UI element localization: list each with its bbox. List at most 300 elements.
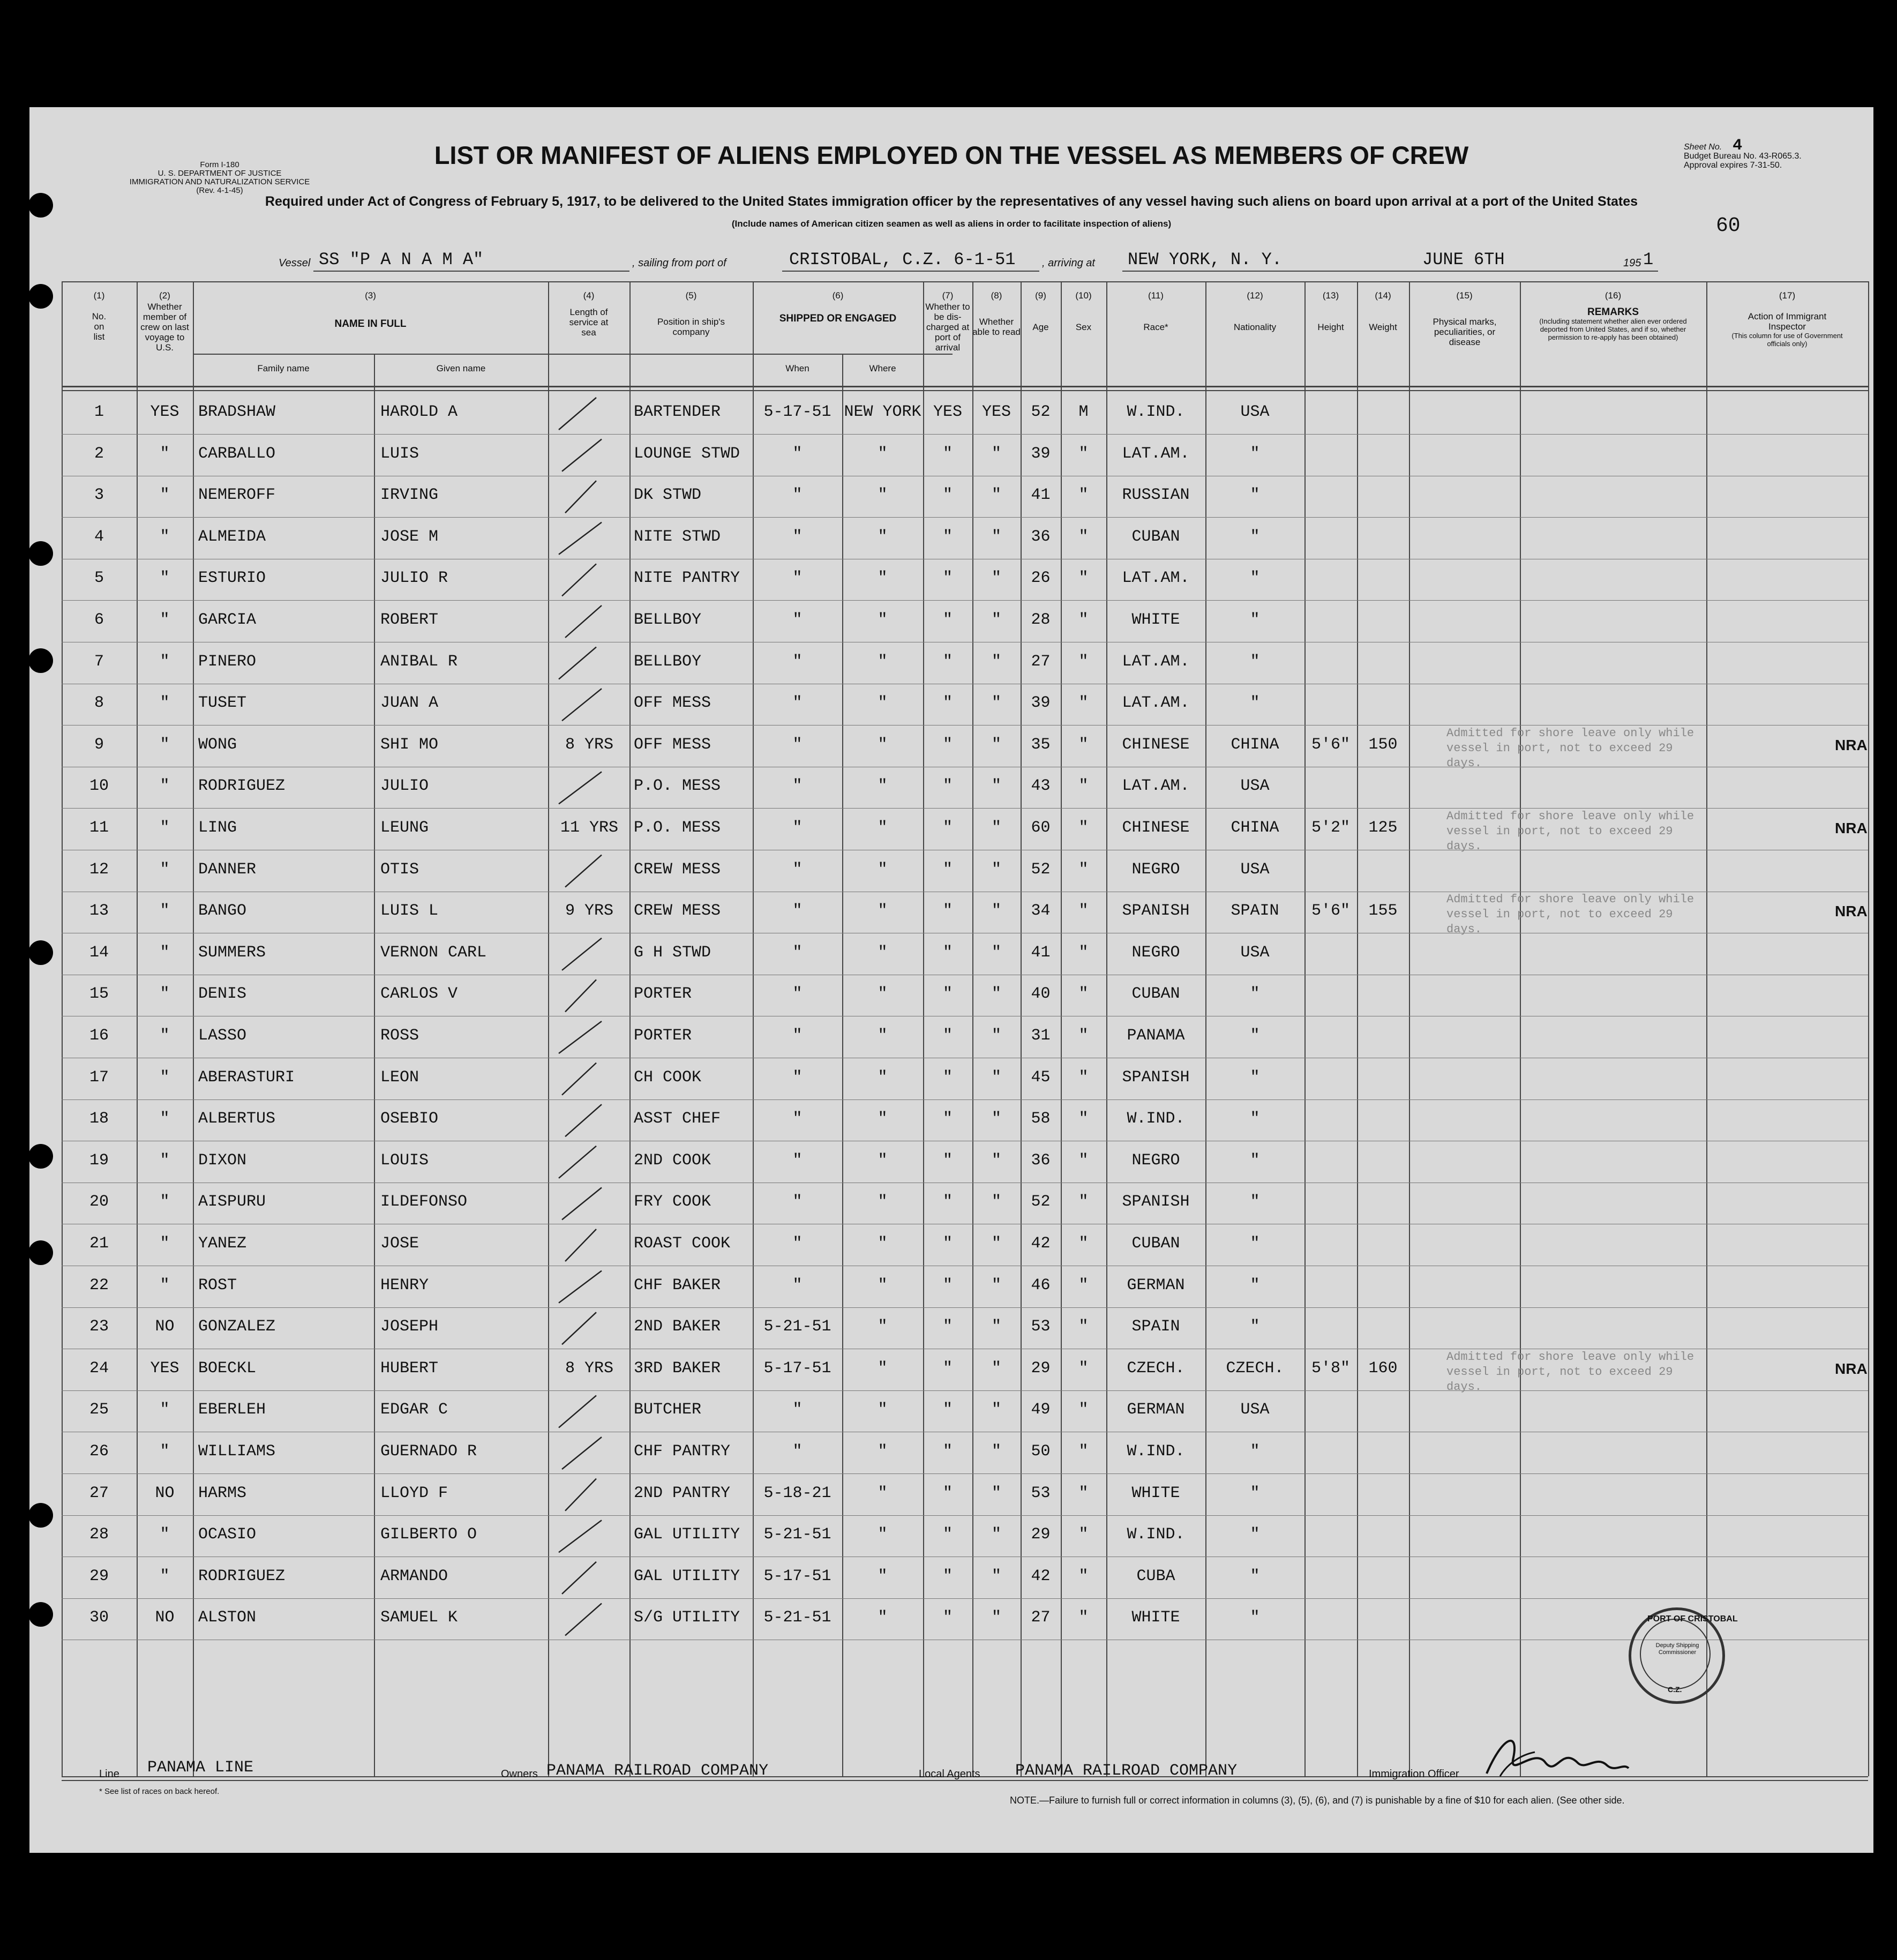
race: W.IND.	[1127, 1525, 1185, 1544]
col-5-number: (5)	[685, 290, 697, 301]
crew-member-status: "	[160, 735, 170, 754]
given-name: JULIO R	[380, 569, 448, 588]
shipped-when: "	[792, 985, 803, 1004]
crew-member-status: NO	[155, 1318, 175, 1336]
position: CREW MESS	[634, 902, 721, 921]
vessel-name: SS "P A N A M A"	[319, 250, 484, 270]
col-12-number: (12)	[1247, 290, 1263, 301]
height: 5'6"	[1311, 735, 1350, 754]
row-number: 25	[89, 1401, 109, 1419]
sex: "	[1078, 902, 1089, 921]
shipped-where: "	[878, 1359, 888, 1378]
age: 27	[1031, 652, 1051, 671]
discharged: "	[942, 569, 953, 588]
race: WHITE	[1131, 611, 1180, 629]
family-name: RODRIGUEZ	[198, 777, 286, 796]
position: P.O. MESS	[634, 777, 721, 796]
family-name: BANGO	[198, 902, 247, 921]
race: CHINESE	[1122, 735, 1190, 754]
able-to-read: "	[991, 444, 1001, 463]
shipped-when: "	[792, 1276, 803, 1295]
crew-member-status: "	[160, 1110, 170, 1128]
given-name: LEUNG	[380, 819, 429, 837]
able-to-read: "	[991, 777, 1001, 796]
row-number: 27	[89, 1484, 109, 1502]
column-divider	[1304, 281, 1306, 1776]
row-number: 1	[94, 403, 104, 421]
shipped-where: "	[878, 694, 888, 713]
discharged: "	[942, 1359, 953, 1378]
col-11-header	[1106, 290, 1205, 332]
shipped-when: "	[792, 611, 803, 629]
crew-member-status: "	[160, 1151, 170, 1170]
family-name: ALMEIDA	[198, 527, 266, 546]
race: GERMAN	[1127, 1276, 1185, 1295]
able-to-read: "	[991, 1484, 1001, 1502]
shipped-where: "	[878, 569, 888, 588]
nationality: "	[1250, 1276, 1260, 1295]
given-name: EDGAR C	[380, 1401, 448, 1419]
nationality: "	[1250, 444, 1260, 463]
sex: "	[1078, 860, 1089, 879]
col-10-number: (10)	[1075, 290, 1092, 301]
weight: 160	[1368, 1359, 1398, 1378]
row-number: 8	[94, 694, 104, 713]
given-name: JULIO	[380, 777, 429, 796]
shipped-when: 5-21-51	[763, 1525, 831, 1544]
position: GAL UTILITY	[634, 1525, 740, 1544]
family-name: ABERASTURI	[198, 1068, 295, 1087]
position: PORTER	[634, 1027, 692, 1045]
shipped-when: "	[792, 444, 803, 463]
race: LAT.AM.	[1122, 777, 1190, 796]
form-number: Form I-180	[200, 160, 239, 169]
race: LAT.AM.	[1122, 569, 1190, 588]
row-number: 11	[89, 819, 109, 837]
position: BARTENDER	[634, 403, 721, 421]
row-rule	[62, 1598, 1868, 1599]
nationality: USA	[1240, 777, 1270, 796]
row-rule	[62, 434, 1868, 435]
col-12-label: Nationality	[1233, 322, 1277, 332]
family-name: OCASIO	[198, 1525, 257, 1544]
remark-text: Admitted for shore leave only while vessel in port, not to exceed 29 days.	[1446, 726, 1694, 770]
shipped-when: 5-17-51	[763, 403, 831, 421]
shipped-when: "	[792, 1442, 803, 1461]
shipped-where: NEW YORK	[844, 403, 921, 421]
col-4-number: (4)	[583, 290, 595, 301]
family-name: LING	[198, 819, 237, 837]
row-number: 12	[89, 860, 109, 879]
shipped-when: 5-18-21	[763, 1484, 831, 1502]
nationality: "	[1250, 1068, 1260, 1087]
position: ROAST COOK	[634, 1235, 731, 1253]
col-14-header	[1357, 290, 1409, 332]
column-divider	[193, 281, 194, 1776]
able-to-read: "	[991, 1442, 1001, 1461]
age: 27	[1031, 1609, 1051, 1627]
sex: "	[1078, 819, 1089, 837]
column-divider	[374, 354, 375, 1776]
shipped-where: "	[878, 1401, 888, 1419]
shipped-when: "	[792, 777, 803, 796]
slash-marks	[559, 398, 602, 1635]
race: CUBAN	[1131, 985, 1180, 1004]
col-8-label: Whether able to read	[972, 317, 1021, 337]
row-number: 23	[89, 1318, 109, 1336]
nationality: "	[1250, 1110, 1260, 1128]
stamp-middle: Deputy Shipping Commissioner	[1655, 1642, 1699, 1656]
age: 52	[1031, 403, 1051, 421]
given-name: HENRY	[380, 1276, 429, 1295]
age: 42	[1031, 1235, 1051, 1253]
age: 42	[1031, 1567, 1051, 1585]
sex: "	[1078, 1193, 1089, 1211]
shipped-where: "	[878, 1151, 888, 1170]
crew-member-status: NO	[155, 1484, 175, 1502]
given-name: JUAN A	[380, 694, 439, 713]
able-to-read: "	[991, 1359, 1001, 1378]
row-number: 17	[89, 1068, 109, 1087]
discharged: "	[942, 486, 953, 505]
shipped-where: "	[878, 1525, 888, 1544]
given-name: JOSE M	[380, 527, 439, 546]
shipped-when: "	[792, 1027, 803, 1045]
able-to-read: "	[991, 1235, 1001, 1253]
shipped-where: "	[878, 486, 888, 505]
sex: "	[1078, 1276, 1089, 1295]
position: CREW MESS	[634, 860, 721, 879]
able-to-read: "	[991, 1068, 1001, 1087]
form-rev: (Rev. 4-1-45)	[196, 186, 243, 195]
column-divider	[1520, 281, 1521, 1776]
shipped-when: "	[792, 860, 803, 879]
family-name: WONG	[198, 735, 237, 754]
shipped-where: "	[878, 1609, 888, 1627]
crew-member-status: "	[160, 694, 170, 713]
family-name: NEMEROFF	[198, 486, 276, 505]
position: CHF PANTRY	[634, 1442, 731, 1461]
sex: "	[1078, 694, 1089, 713]
able-to-read: "	[991, 569, 1001, 588]
sex: "	[1078, 1442, 1089, 1461]
punch-hole	[28, 648, 53, 673]
race: SPANISH	[1122, 1193, 1190, 1211]
given-name: LUIS L	[380, 902, 439, 921]
races-note: * See list of races on back hereof.	[99, 1787, 220, 1796]
col-15-number: (15)	[1456, 290, 1473, 301]
sex: "	[1078, 1068, 1089, 1087]
age: 36	[1031, 527, 1051, 546]
col-1-number: (1)	[93, 290, 105, 301]
given-name: ROBERT	[380, 611, 439, 629]
family-name: BRADSHAW	[198, 403, 276, 421]
remark-text: Admitted for shore leave only while vessel in port, not to exceed 29 days.	[1446, 810, 1694, 853]
col-10-label: Sex	[1075, 322, 1092, 332]
age: 53	[1031, 1484, 1051, 1502]
able-to-read: "	[991, 1276, 1001, 1295]
discharged: "	[942, 1110, 953, 1128]
row-rule	[62, 1515, 1868, 1516]
discharged: "	[942, 902, 953, 921]
given-name: ANIBAL R	[380, 652, 458, 671]
nationality: "	[1250, 652, 1260, 671]
col-16-label: REMARKS	[1587, 306, 1639, 318]
able-to-read: "	[991, 1110, 1001, 1128]
height: 5'6"	[1311, 902, 1350, 921]
shipped-where: "	[878, 1068, 888, 1087]
family-name: GARCIA	[198, 611, 257, 629]
nationality: "	[1250, 985, 1260, 1004]
discharged: "	[942, 1525, 953, 1544]
col-16-note: (Including statement whether alien ever ordered deported from United States, and if so, whether permission to re-apply has been obtained)	[1539, 317, 1687, 341]
race: NEGRO	[1131, 1151, 1180, 1170]
nationality: "	[1250, 1609, 1260, 1627]
col-4-header	[548, 290, 629, 338]
sex: "	[1078, 1567, 1089, 1585]
shipped-where: "	[878, 652, 888, 671]
family-name: ESTURIO	[198, 569, 266, 588]
sex: "	[1078, 1609, 1089, 1627]
owners-label: Owners	[501, 1768, 538, 1780]
age: 39	[1031, 694, 1051, 713]
when-header: When	[785, 363, 809, 373]
discharged: "	[942, 1068, 953, 1087]
given-name: SHI MO	[380, 735, 439, 754]
shipped-when: "	[792, 1235, 803, 1253]
sailing-underline	[782, 271, 1039, 272]
crew-member-status: "	[160, 1442, 170, 1461]
family-name: DIXON	[198, 1151, 247, 1170]
shipped-when: "	[792, 943, 803, 962]
crew-member-status: "	[160, 1525, 170, 1544]
discharged: "	[942, 1609, 953, 1627]
column-divider	[1868, 281, 1869, 1776]
col-12-header	[1205, 290, 1304, 332]
col-7-number: (7)	[942, 290, 954, 301]
service-marks	[548, 386, 629, 1779]
row-number: 14	[89, 943, 109, 962]
family-name: PINERO	[198, 652, 257, 671]
col-5-header	[629, 290, 753, 337]
nationality: "	[1250, 569, 1260, 588]
family-name: DANNER	[198, 860, 257, 879]
given-name: HAROLD A	[380, 403, 458, 421]
crew-member-status: "	[160, 902, 170, 921]
family-name: SUMMERS	[198, 943, 266, 962]
position: 2ND COOK	[634, 1151, 711, 1170]
header-bottom-border-2	[62, 390, 1868, 391]
row-number: 9	[94, 735, 104, 754]
sex: "	[1078, 943, 1089, 962]
nationality: "	[1250, 1484, 1260, 1502]
age: 39	[1031, 444, 1051, 463]
given-name: LOUIS	[380, 1151, 429, 1170]
sex: "	[1078, 486, 1089, 505]
row-number: 5	[94, 569, 104, 588]
weight: 150	[1368, 735, 1398, 754]
race: SPANISH	[1122, 1068, 1190, 1087]
remark-text: Admitted for shore leave only while vessel in port, not to exceed 29 days.	[1446, 1350, 1694, 1394]
row-number: 6	[94, 611, 104, 629]
position: NITE STWD	[634, 527, 721, 546]
shipped-where: "	[878, 819, 888, 837]
vessel-label: Vessel	[279, 257, 311, 269]
col-2-number: (2)	[159, 290, 170, 301]
crew-member-status: YES	[150, 1359, 179, 1378]
col-17-label: Action of Immigrant Inspector	[1748, 311, 1827, 332]
position: GAL UTILITY	[634, 1567, 740, 1585]
family-name: HARMS	[198, 1484, 247, 1502]
given-name: OTIS	[380, 860, 419, 879]
weight: 155	[1368, 902, 1398, 921]
family-name: CARBALLO	[198, 444, 276, 463]
sailing-port: CRISTOBAL, C.Z. 6-1-51	[789, 250, 1016, 270]
col-7-label: Whether to be dis-charged at port of arrival	[925, 302, 970, 353]
col-17-number: (17)	[1779, 290, 1796, 301]
race: SPANISH	[1122, 902, 1190, 921]
family-name: EBERLEH	[198, 1401, 266, 1419]
discharged: "	[942, 777, 953, 796]
col-6-number: (6)	[832, 290, 844, 301]
row-number: 3	[94, 486, 104, 505]
arriving-label: , arriving at	[1042, 257, 1095, 269]
able-to-read: "	[991, 985, 1001, 1004]
crew-member-status: "	[160, 652, 170, 671]
discharged: YES	[933, 403, 962, 421]
able-to-read: "	[991, 486, 1001, 505]
shipped-where: "	[878, 611, 888, 629]
discharged: "	[942, 985, 953, 1004]
position: ASST CHEF	[634, 1110, 721, 1128]
race: CUBAN	[1131, 1235, 1180, 1253]
row-number: 24	[89, 1359, 109, 1378]
nationality: "	[1250, 527, 1260, 546]
given-name: JOSEPH	[380, 1318, 439, 1336]
crew-member-status: "	[160, 1235, 170, 1253]
page-number: 60	[1716, 214, 1741, 237]
crew-member-status: "	[160, 611, 170, 629]
age: 58	[1031, 1110, 1051, 1128]
row-number: 2	[94, 444, 104, 463]
include-note: (Include names of American citizen seamen as well as aliens in order to facilitate inspection of aliens)	[731, 219, 1172, 229]
col-6-header	[753, 290, 923, 324]
arrival-date: JUNE 6TH	[1422, 250, 1505, 270]
shipped-where: "	[878, 777, 888, 796]
nationality: "	[1250, 1525, 1260, 1544]
family-name: ALBERTUS	[198, 1110, 276, 1128]
discharged: "	[942, 1276, 953, 1295]
col-13-header	[1304, 290, 1357, 332]
punch-hole	[28, 1144, 53, 1169]
family-name: ROST	[198, 1276, 237, 1295]
punch-hole	[28, 1602, 53, 1627]
length-of-service: 8 YRS	[565, 1359, 613, 1378]
age: 52	[1031, 860, 1051, 879]
family-name: BOECKL	[198, 1359, 257, 1378]
shipped-when: 5-17-51	[763, 1359, 831, 1378]
col-17-header	[1706, 290, 1868, 348]
nationality: "	[1250, 1151, 1260, 1170]
able-to-read: "	[991, 860, 1001, 879]
row-rule	[62, 517, 1868, 518]
nationality: USA	[1240, 860, 1270, 879]
crew-member-status: "	[160, 1068, 170, 1087]
sailing-label: , sailing from port of	[632, 257, 726, 269]
given-name-header: Given name	[436, 363, 486, 373]
length-of-service: 9 YRS	[565, 902, 613, 921]
column-divider	[842, 354, 843, 1776]
age: 29	[1031, 1359, 1051, 1378]
punch-hole	[28, 940, 53, 965]
punch-hole	[28, 541, 53, 566]
requirement-text: Required under Act of Congress of February 5, 1917, to be delivered to the United States immigration officer by the representatives of any vessel having such aliens on board upon arrival at a port of the United States	[265, 194, 1638, 209]
shipped-when: "	[792, 1151, 803, 1170]
row-rule	[62, 1473, 1868, 1474]
sex: "	[1078, 1401, 1089, 1419]
given-name: JOSE	[380, 1235, 419, 1253]
col-11-number: (11)	[1148, 290, 1164, 301]
row-rule	[62, 1307, 1868, 1308]
col-16-header	[1520, 290, 1706, 341]
age: 35	[1031, 735, 1051, 754]
family-name: DENIS	[198, 985, 247, 1004]
age: 36	[1031, 1151, 1051, 1170]
remark-text: Admitted for shore leave only while vessel in port, not to exceed 29 days.	[1446, 893, 1694, 937]
shipped-when: "	[792, 735, 803, 754]
position: NITE PANTRY	[634, 569, 740, 588]
crew-member-status: "	[160, 985, 170, 1004]
row-number: 28	[89, 1525, 109, 1544]
crew-member-status: "	[160, 1193, 170, 1211]
manifest-sheet	[29, 107, 1873, 1853]
owners-value: PANAMA RAILROAD COMPANY	[546, 1762, 769, 1780]
race: GERMAN	[1127, 1401, 1185, 1419]
age: 41	[1031, 486, 1051, 505]
col-9-header	[1021, 290, 1061, 332]
col-10-header	[1061, 290, 1106, 332]
header-bottom-border	[62, 386, 1868, 387]
nationality: USA	[1240, 1401, 1270, 1419]
age: 49	[1031, 1401, 1051, 1419]
able-to-read: "	[991, 1401, 1001, 1419]
crew-member-status: "	[160, 444, 170, 463]
crew-member-status: NO	[155, 1609, 175, 1627]
shipped-where: "	[878, 902, 888, 921]
position: P.O. MESS	[634, 819, 721, 837]
officer-signature	[1471, 1725, 1631, 1784]
shipped-when: "	[792, 652, 803, 671]
race: RUSSIAN	[1122, 486, 1190, 505]
age: 41	[1031, 943, 1051, 962]
crew-member-status: "	[160, 1027, 170, 1045]
agents-label: Local Agents	[919, 1768, 980, 1780]
crew-member-status: "	[160, 1567, 170, 1585]
age: 53	[1031, 1318, 1051, 1336]
family-name: YANEZ	[198, 1235, 247, 1253]
port-stamp	[1629, 1607, 1738, 1704]
col-14-number: (14)	[1375, 290, 1391, 301]
row-rule	[62, 600, 1868, 601]
position: LOUNGE STWD	[634, 444, 740, 463]
col-3-header	[193, 290, 548, 329]
age: 45	[1031, 1068, 1051, 1087]
shipped-when: "	[792, 819, 803, 837]
footer-note: NOTE.—Failure to furnish full or correct information in columns (3), (5), (6), and (7) is punishable by a fine of $10 for each alien. (See other side.	[1010, 1795, 1625, 1806]
row-number: 19	[89, 1151, 109, 1170]
race: CUBA	[1136, 1567, 1175, 1585]
nationality: "	[1250, 486, 1260, 505]
